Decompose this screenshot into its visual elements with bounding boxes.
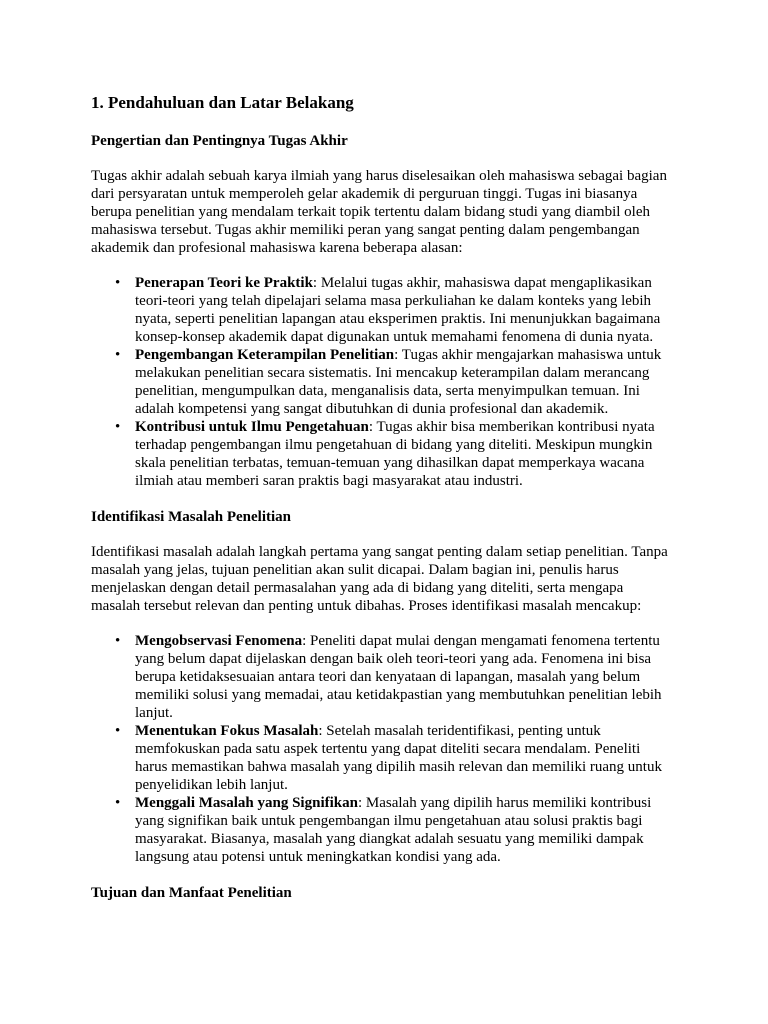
bullet-list-identifikasi [91, 632, 676, 866]
list-item [135, 418, 676, 490]
list-item [135, 274, 676, 346]
list-item [135, 346, 676, 418]
list-item-term: Pengembangan Keterampilan Penelitian [135, 347, 395, 363]
section-intro-identifikasi: Identifikasi masalah adalah langkah pertama yang sangat penting dalam setiap penelitian. Tanpa masalah yang jelas, tujuan penelitian akan sulit dicapai. Dalam bagian ini, penulis harus menjelaskan dengan detail permasalahan yang ada di bidang yang diteliti, serta mengapa masalah tersebut relevan dan penting untuk dibahas. Proses identifikasi masalah mencakup: [91, 544, 668, 614]
section-intro-pengertian: Tugas akhir adalah sebuah karya ilmiah yang harus diselesaikan oleh mahasiswa sebagai bagian dari persyaratan untuk memperoleh gelar akademik di perguruan tinggi. Tugas ini biasanya berupa penelitian yang mendalam terkait topik tertentu dalam bidang studi yang diambil oleh mahasiswa tersebut. Tugas akhir memiliki peran yang sangat penting dalam pengembangan akademik dan profesional mahasiswa karena beberapa alasan: [91, 168, 667, 256]
page-title: 1. Pendahuluan dan Latar Belakang [91, 93, 354, 112]
bullet-list-pengertian [91, 274, 676, 490]
list-item-term: Mengobservasi Fenomena [135, 633, 303, 649]
list-item-text: : Setelah masalah teridentifikasi, penting untuk memfokuskan pada satu aspek tertentu yang dapat diteliti secara mendalam. Peneliti harus memastikan bahwa masalah yang dipilih masih relevan dan memiliki ruang untuk penyelidikan lebih lanjut. [135, 723, 662, 793]
list-item-text: : Masalah yang dipilih harus memiliki kontribusi yang signifikan baik untuk pengembangan ilmu pengetahuan atau solusi praktis bagi masyarakat. Biasanya, masalah yang diangkat adalah sesuatu yang memiliki dampak langsung atau potensi untuk meningkatkan kondisi yang ada. [135, 795, 652, 865]
list-item [135, 722, 676, 794]
list-item-text: : Peneliti dapat mulai dengan mengamati fenomena tertentu yang belum dapat dijelaskan dengan baik oleh teori-teori yang ada. Fenomena ini bisa berupa ketidaksesuaian antara teori dan kenyataan di lapangan, masalah yang belum memiliki solusi yang memadai, atau ketidakpastian yang membutuhkan penelitian lebih lanjut. [135, 633, 662, 721]
list-item-term: Menggali Masalah yang Signifikan [135, 795, 358, 811]
list-item [135, 794, 676, 866]
list-item-text: : Tugas akhir bisa memberikan kontribusi nyata terhadap pengembangan ilmu pengetahuan di bidang yang diteliti. Meskipun mungkin skala penelitian terbatas, temuan-temuan yang dihasilkan dapat memperkaya wacana ilmiah atau memberi saran praktis bagi masyarakat atau industri. [135, 419, 655, 489]
section-title-pengertian: Pengertian dan Pentingnya Tugas Akhir [91, 133, 348, 149]
list-item-text: : Tugas akhir mengajarkan mahasiswa untuk melakukan penelitian secara sistematis. Ini mencakup keterampilan dalam merancang penelitian, mengumpulkan data, menganalisis data, serta menyimpulkan temuan. Ini adalah kompetensi yang sangat dibutuhkan di dunia profesional dan akademik. [135, 347, 662, 417]
section-title-identifikasi: Identifikasi Masalah Penelitian [91, 509, 292, 525]
list-item-text: : Melalui tugas akhir, mahasiswa dapat mengaplikasikan teori-teori yang telah dipelajari selama masa perkuliahan ke dalam konteks yang lebih nyata, seperti penelitian lapangan atau eksperimen praktis. Ini menunjukkan bagaimana konsep-konsep akademik dapat digunakan untuk memahami fenomena di dunia nyata. [135, 275, 661, 345]
section-title-tujuan: Tujuan dan Manfaat Penelitian [91, 885, 292, 901]
list-item-term: Kontribusi untuk Ilmu Pengetahuan [135, 419, 369, 435]
list-item [135, 632, 676, 722]
list-item-term: Penerapan Teori ke Praktik [135, 275, 313, 291]
list-item-term: Menentukan Fokus Masalah [135, 723, 319, 739]
